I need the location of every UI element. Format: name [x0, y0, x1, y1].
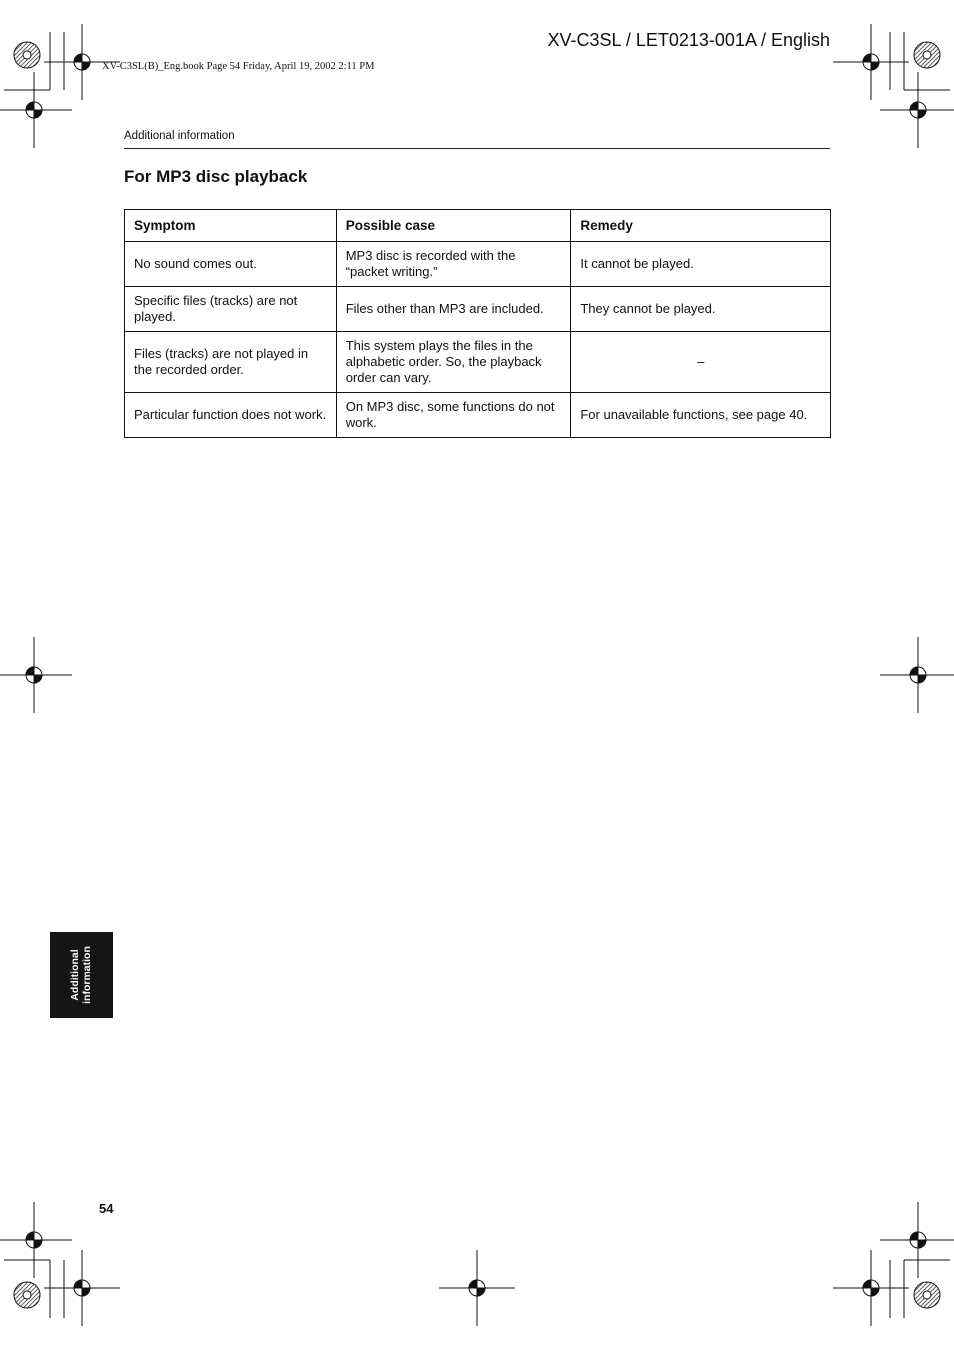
document-title: XV-C3SL / LET0213-001A / English: [547, 30, 830, 50]
column-header-remedy: Remedy: [571, 210, 831, 242]
side-tab: [50, 932, 113, 1018]
radial-target-bl: [14, 1282, 40, 1308]
page-number: 54: [99, 1201, 114, 1216]
registration-mark: [0, 1202, 72, 1278]
symptom-cell: Files (tracks) are not played in the recorded order.: [125, 332, 337, 393]
symptom-cell: Particular function does not work.: [125, 393, 337, 438]
remedy-cell: They cannot be played.: [571, 287, 831, 332]
registration-mark: [44, 1250, 120, 1326]
header-rule: [124, 148, 830, 149]
registration-mark: [439, 1250, 515, 1326]
registration-mark: [833, 1250, 909, 1326]
radial-target-tl: [14, 42, 40, 68]
possible-case-cell: MP3 disc is recorded with the “packet writing.”: [336, 242, 571, 287]
registration-mark: [880, 637, 954, 713]
column-header-symptom: Symptom: [125, 210, 337, 242]
possible-case-cell: Files other than MP3 are included.: [336, 287, 571, 332]
troubleshooting-table: [124, 209, 831, 438]
table-row: [125, 332, 831, 393]
table-header-row: [125, 210, 831, 242]
radial-target-br: [914, 1282, 940, 1308]
registration-mark: [833, 24, 909, 100]
book-info-line: XV-C3SL(B)_Eng.book Page 54 Friday, April 19, 2002 2:11 PM: [102, 61, 375, 72]
remedy-cell: It cannot be played.: [571, 242, 831, 287]
possible-case-cell: This system plays the files in the alphabetic order. So, the playback order can vary.: [336, 332, 571, 393]
table-row: [125, 242, 831, 287]
section-header: Additional information: [124, 130, 235, 142]
registration-mark: [880, 1202, 954, 1278]
registration-mark: [0, 637, 72, 713]
remedy-cell: –: [571, 332, 831, 393]
radial-target-tr: [914, 42, 940, 68]
symptom-cell: Specific files (tracks) are not played.: [125, 287, 337, 332]
side-tab-label: Additional information: [69, 946, 93, 1004]
table-row: [125, 287, 831, 332]
possible-case-cell: On MP3 disc, some functions do not work.: [336, 393, 571, 438]
remedy-cell: For unavailable functions, see page 40.: [571, 393, 831, 438]
symptom-cell: No sound comes out.: [125, 242, 337, 287]
registration-mark: [0, 72, 72, 148]
registration-mark: [880, 72, 954, 148]
table-row: [125, 393, 831, 438]
page-heading: For MP3 disc playback: [124, 167, 308, 186]
column-header-possible-case: Possible case: [336, 210, 571, 242]
